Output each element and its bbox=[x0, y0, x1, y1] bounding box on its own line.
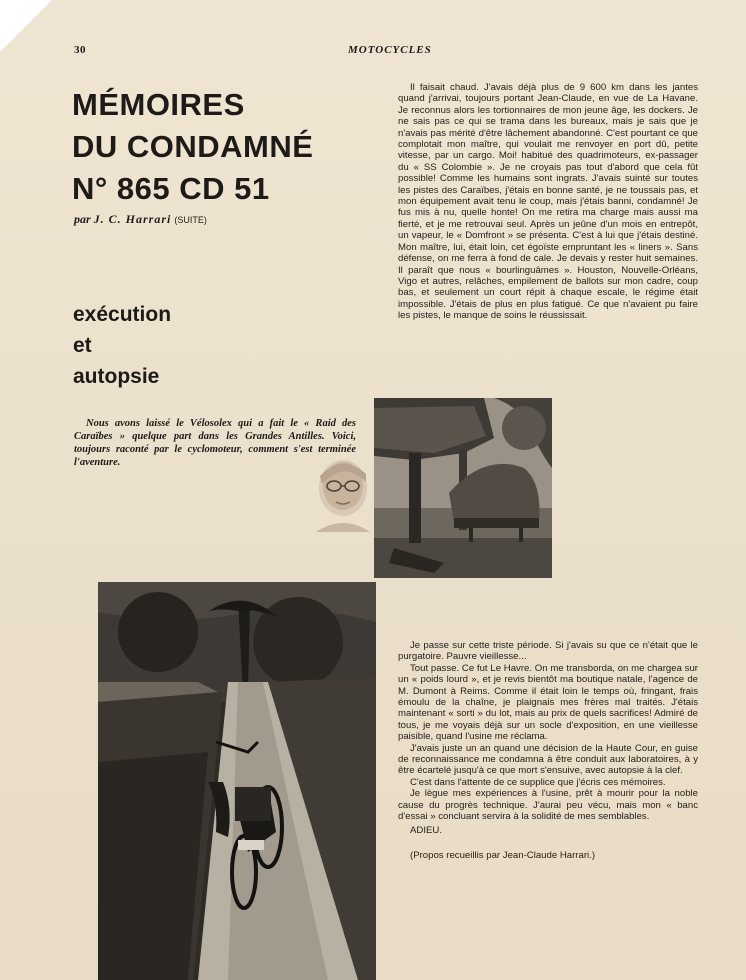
paragraph: Je lègue mes expériences à l'usine, prêt à mourir pour la noble cause du progrès technique. J'aurai peu vécu, mais mon « banc d'essai » concluant servira à la solidité de mes semblables. bbox=[398, 788, 698, 823]
byline-author: J. C. Harrari bbox=[93, 212, 172, 226]
credit-line: (Propos recueillis par Jean-Claude Harrari.) bbox=[410, 849, 596, 861]
section-title bbox=[73, 299, 171, 392]
author-portrait bbox=[312, 456, 374, 532]
running-head: MOTOCYCLES bbox=[348, 44, 432, 56]
signoff: ADIEU. bbox=[410, 824, 442, 836]
title-line-2: DU CONDAMNÉ bbox=[72, 129, 314, 164]
title-line-3: N° 865 CD 51 bbox=[72, 171, 270, 206]
road-photo-graphic bbox=[98, 582, 376, 980]
title-line-1: MÉMOIRES bbox=[72, 87, 245, 122]
intro-paragraph: Nous avons laissé le Vélosolex qui a fait le « Raid des Caraïbes » quelque part dans les Grandes Antilles. Voici, toujours raconté par le cyclomoteur, comment s'est terminée l'aventure. bbox=[74, 418, 356, 468]
paragraph: Il faisait chaud. J'avais déjà plus de 9 600 km dans les jantes quand j'arrivai, toujours portant Jean-Claude, en vue de La Havane. Je reconnus alors les tortionnaires de mon jeune âge, les dockers. Je ne sais pas ce qui se trama dans les bureaux, mais je sais que je n'avais pas mérité d'être lâchement abandonné. C'est pourtant ce que complotait mon maître, qui voulait me renvoyer en port dû, petite vitesse, par un cargo. Moi! habitué des quadrimoteurs, ex-passager du « SS Colombie ». Je ne croyais pas tout d'abord que cela fût possible! Comme les humains sont ingrats. J'avais suinté sur toutes les pistes des Caraïbes, j'étais en bonne santé, je ne toussais pas, et mon équipement avait tenu le coup, mais j'étais banni, condamné! Je fus mis à nu, quelle honte! On me retira ma charge mais aussi ma fierté, et je me retrouvai seul. Après un jeûne d'un mois en entrepôt, un vapeur, le « Domfront » se présenta. C'est à lui que j'étais destiné. Mon maître, lui, était loin, cet égoïste empruntant les « liners ». Sans défense, on me ferra à fond de cale. Je devais y rester huit semaines. Il paraît que nous « bourlinguâmes ». Houston, Nouvelle-Orléans, Vigo et autres, relâches, empilement de ballots sur mon cadre, coup bas, et seulement un court répit à chaque escale, le régime était impossible. J'étais de plus en plus fatigué. Ce que n'avaient pu faire les pistes, le manque de soins le réussissait. bbox=[398, 82, 698, 322]
byline-suffix: (SUITE) bbox=[174, 215, 207, 225]
article-title bbox=[72, 84, 372, 210]
byline bbox=[74, 212, 207, 227]
text-column-top bbox=[398, 82, 698, 322]
paragraph: Je passe sur cette triste période. Si j'avais su que ce n'était que le purgatoire. Pauvre vieillesse... bbox=[398, 640, 698, 663]
hut-photo-graphic bbox=[374, 398, 552, 578]
photo-road-velosolex bbox=[98, 582, 376, 980]
paragraph: J'avais juste un an quand une décision de la Haute Cour, en guise de reconnaissance me condamna à être conduit aux laboratoires, à y être écartelé jusqu'à ce que mort s'ensuive, avec autopsie à la clef. bbox=[398, 742, 698, 777]
section-title-line-2: et bbox=[73, 334, 92, 357]
byline-prefix: par bbox=[74, 212, 91, 226]
section-title-line-3: autopsie bbox=[73, 365, 160, 388]
torn-corner bbox=[0, 0, 52, 52]
paragraph: Tout passe. Ce fut Le Havre. On me transborda, on me chargea sur un « poids lourd », et je revis bientôt ma boutique natale, l'agence de M. Dumont à Reims. Comme il était loin le temps où, fringant, frais émoulu de la chaîne, je plaignais mes frères mal traités. J'étais maintenant « sorti » du lot, mais au prix de quels sacrifices! Admiré de tous, je me voyais déjà sur un socle d'exposition, en une vieillesse paisible, quand l'usine me réclama. bbox=[398, 662, 698, 743]
author-portrait-graphic bbox=[312, 456, 374, 532]
paragraph: C'est dans l'attente de ce supplice que j'écris ces mémoires. bbox=[410, 776, 666, 788]
page-number: 30 bbox=[74, 44, 86, 56]
text-column-bottom bbox=[398, 640, 698, 861]
section-title-line-1: exécution bbox=[73, 303, 172, 326]
photo-thatched-hut bbox=[374, 398, 552, 578]
